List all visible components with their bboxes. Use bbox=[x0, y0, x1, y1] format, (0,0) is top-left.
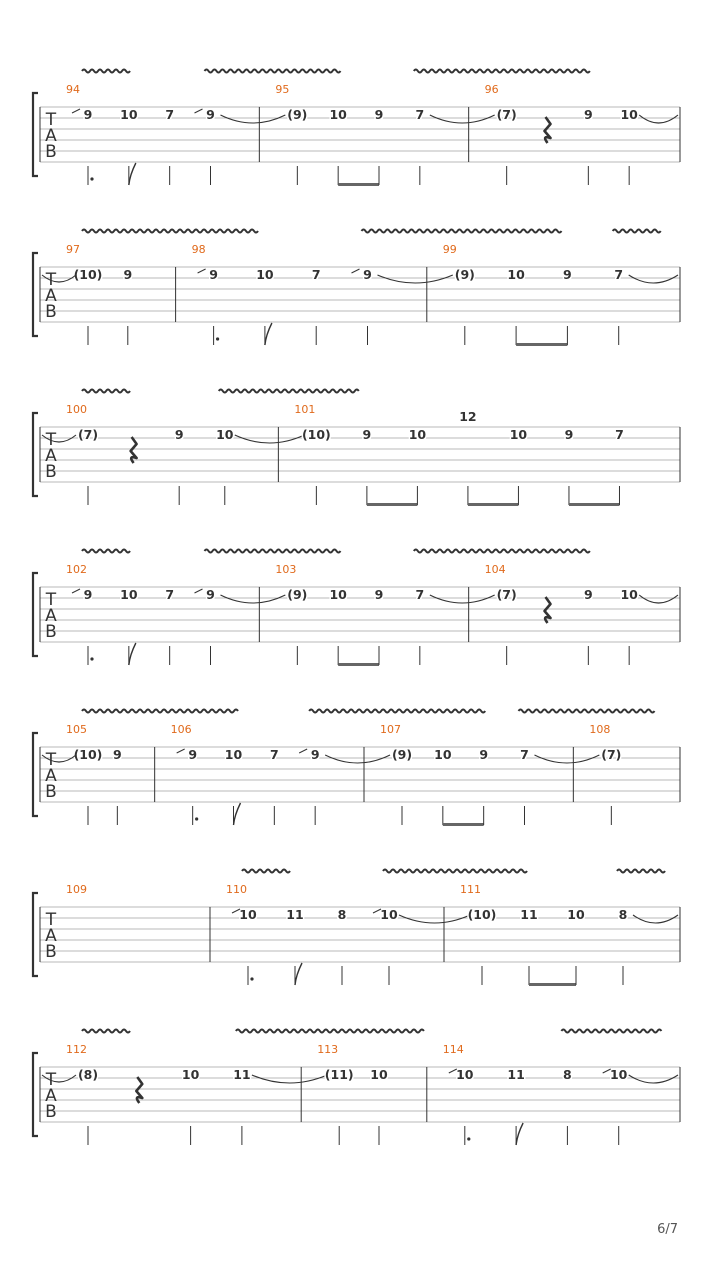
measure-number: 97 bbox=[66, 243, 80, 256]
fret-number: 7 bbox=[269, 747, 279, 762]
vibrato-icon bbox=[236, 1030, 424, 1033]
fret-number: 10 bbox=[380, 907, 398, 922]
tab-clef-letter: B bbox=[45, 1102, 57, 1122]
fret-number: 10 bbox=[609, 1067, 628, 1082]
dot-mark bbox=[250, 977, 253, 980]
measure-number: 112 bbox=[66, 1043, 87, 1056]
measure-number: 99 bbox=[442, 243, 457, 256]
note-beam bbox=[529, 983, 576, 986]
tab-clef-letter: A bbox=[45, 1086, 57, 1106]
note-beam bbox=[516, 343, 567, 346]
fret-number: 7 bbox=[415, 587, 425, 602]
fret-number: (9) bbox=[391, 747, 413, 762]
tie-arc bbox=[639, 115, 678, 123]
tab-clef-letter: A bbox=[45, 286, 57, 306]
note-flag bbox=[295, 963, 302, 985]
fret-number: 9 bbox=[123, 267, 133, 282]
note-beam bbox=[338, 663, 379, 666]
staff-brace-icon bbox=[33, 733, 38, 816]
measure-number: 114 bbox=[442, 1043, 464, 1056]
tab-clef-letter: B bbox=[45, 302, 57, 322]
measure-number: 104 bbox=[484, 563, 506, 576]
vibrato-icon bbox=[242, 870, 290, 873]
vibrato-icon bbox=[414, 70, 590, 73]
dot-mark bbox=[90, 177, 93, 180]
tab-clef-letter: T bbox=[45, 110, 57, 130]
tab-clef-letter: T bbox=[45, 430, 57, 450]
dot-mark bbox=[90, 657, 93, 660]
vibrato-icon bbox=[309, 710, 485, 713]
vibrato-icon bbox=[82, 390, 130, 393]
fret-number: 8 bbox=[618, 907, 628, 922]
fret-number: (9) bbox=[287, 107, 308, 122]
fret-number: 7 bbox=[520, 747, 529, 762]
tab-clef-letter: A bbox=[45, 606, 57, 626]
tab-clef-letter: A bbox=[45, 926, 57, 946]
slide-mark bbox=[195, 109, 203, 113]
vibrato-icon bbox=[414, 550, 590, 553]
measure-number: 102 bbox=[66, 563, 87, 576]
fret-number: 10 bbox=[224, 747, 243, 762]
fret-number: 9 bbox=[564, 427, 574, 442]
tie-arc bbox=[633, 915, 678, 923]
fret-number: 10 bbox=[120, 587, 138, 602]
tab-clef-letter: T bbox=[45, 910, 57, 930]
tab-clef-letter: B bbox=[45, 462, 57, 482]
vibrato-icon bbox=[82, 70, 130, 73]
slide-mark bbox=[72, 589, 80, 593]
staff-system bbox=[33, 710, 680, 827]
measure-number: 110 bbox=[226, 883, 247, 896]
fret-number: 7 bbox=[614, 267, 624, 282]
fret-number: 9 bbox=[206, 587, 215, 602]
tab-clef-letter: B bbox=[45, 622, 57, 642]
vibrato-icon bbox=[82, 1030, 130, 1033]
staff-brace-icon bbox=[33, 893, 38, 976]
measure-number: 96 bbox=[484, 83, 499, 96]
fret-number: 9 bbox=[206, 107, 215, 122]
vibrato-icon bbox=[519, 710, 655, 713]
slide-mark bbox=[299, 749, 307, 753]
fret-number: (10) bbox=[467, 907, 497, 922]
tie-arc bbox=[221, 115, 286, 123]
page-number: 6/7 bbox=[657, 1222, 678, 1237]
fret-number: 9 bbox=[583, 107, 593, 122]
fret-number: 9 bbox=[363, 267, 372, 282]
tie-arc bbox=[235, 435, 305, 443]
measure-number: 107 bbox=[380, 723, 401, 736]
fret-number: 9 bbox=[83, 587, 93, 602]
fret-number: 9 bbox=[583, 587, 593, 602]
fret-number: 10 bbox=[620, 587, 638, 602]
tie-arc bbox=[252, 1075, 327, 1083]
tab-clef-letter: T bbox=[45, 590, 57, 610]
staff-brace-icon bbox=[33, 93, 38, 176]
fret-number: (7) bbox=[496, 107, 517, 122]
slide-mark bbox=[352, 269, 360, 273]
vibrato-icon bbox=[219, 390, 359, 393]
note-flag bbox=[129, 643, 136, 665]
vibrato-icon bbox=[617, 870, 665, 873]
fret-number: 9 bbox=[479, 747, 489, 762]
fret-number: 7 bbox=[311, 267, 321, 282]
slide-mark bbox=[198, 269, 206, 273]
note-flag bbox=[516, 1123, 523, 1145]
measure-number: 101 bbox=[294, 403, 316, 416]
measure-number: 100 bbox=[66, 403, 87, 416]
fret-number: 9 bbox=[374, 107, 384, 122]
vibrato-icon bbox=[82, 230, 258, 233]
note-beam bbox=[338, 183, 379, 186]
fret-number: 9 bbox=[374, 587, 384, 602]
staff-brace-icon bbox=[33, 413, 38, 496]
fret-number: (10) bbox=[301, 427, 331, 442]
fret-number: 10 bbox=[120, 107, 138, 122]
quarter-rest-icon bbox=[136, 1077, 142, 1103]
fret-number: 9 bbox=[209, 267, 218, 282]
fret-number: (7) bbox=[77, 427, 99, 442]
fret-number: 9 bbox=[362, 427, 372, 442]
fret-number: 10 bbox=[408, 427, 427, 442]
staff-brace-icon bbox=[33, 1053, 38, 1136]
staff-system bbox=[33, 70, 680, 187]
tab-clef-letter: T bbox=[45, 270, 57, 290]
quarter-rest-icon bbox=[545, 597, 551, 623]
fret-number: 10 bbox=[256, 267, 274, 282]
tie-arc bbox=[535, 755, 600, 763]
fret-number: 10 bbox=[434, 747, 452, 762]
fret-number: (10) bbox=[73, 267, 103, 282]
vibrato-icon bbox=[205, 70, 341, 73]
fret-number: 11 bbox=[520, 907, 538, 922]
dot-mark bbox=[195, 817, 198, 820]
fret-number: 8 bbox=[337, 907, 347, 922]
note-beam bbox=[443, 823, 484, 826]
dot-mark bbox=[467, 1137, 470, 1140]
note-flag bbox=[234, 803, 241, 825]
tab-clef-letter: T bbox=[45, 750, 57, 770]
fret-number: (7) bbox=[496, 587, 517, 602]
fret-number: 9 bbox=[563, 267, 572, 282]
tie-arc bbox=[639, 595, 678, 603]
tab-clef-letter: A bbox=[45, 126, 57, 146]
measure-number: 98 bbox=[191, 243, 206, 256]
slide-mark bbox=[72, 109, 80, 113]
fret-number: 10 bbox=[509, 427, 528, 442]
tie-arc bbox=[430, 595, 495, 603]
tab-clef-letter: B bbox=[45, 782, 57, 802]
note-beam bbox=[367, 503, 418, 506]
fret-number: 10 bbox=[239, 907, 257, 922]
measure-number: 109 bbox=[66, 883, 87, 896]
tab-clef-letter: T bbox=[45, 1070, 57, 1090]
vibrato-icon bbox=[383, 870, 527, 873]
staff-brace-icon bbox=[33, 253, 38, 336]
fret-number: 12 bbox=[459, 409, 477, 424]
tie-arc bbox=[378, 275, 453, 283]
dot-mark bbox=[216, 337, 219, 340]
measure-number: 111 bbox=[460, 883, 481, 896]
fret-number: 10 bbox=[329, 107, 347, 122]
quarter-rest-icon bbox=[131, 437, 137, 463]
tab-clef-letter: A bbox=[45, 446, 57, 466]
tie-arc bbox=[629, 1075, 678, 1083]
fret-number: 9 bbox=[174, 427, 184, 442]
fret-number: (9) bbox=[454, 267, 475, 282]
staff-system bbox=[33, 550, 680, 667]
fret-number: 10 bbox=[456, 1067, 474, 1082]
measure-number: 95 bbox=[275, 83, 290, 96]
fret-number: 10 bbox=[507, 267, 525, 282]
staff-system bbox=[33, 230, 680, 347]
fret-number: 7 bbox=[615, 427, 624, 442]
measure-number: 105 bbox=[66, 723, 87, 736]
staff-system bbox=[33, 870, 680, 987]
fret-number: 11 bbox=[233, 1067, 251, 1082]
note-beam bbox=[569, 503, 620, 506]
slide-mark bbox=[177, 749, 185, 753]
fret-number: (8) bbox=[77, 1067, 99, 1082]
vibrato-icon bbox=[82, 710, 238, 713]
fret-number: 8 bbox=[563, 1067, 572, 1082]
fret-number: (7) bbox=[601, 747, 622, 762]
measure-number: 108 bbox=[589, 723, 611, 736]
tab-clef-letter: B bbox=[45, 942, 57, 962]
note-flag bbox=[129, 163, 136, 185]
tab-clef-letter: A bbox=[45, 766, 57, 786]
tie-arc bbox=[430, 115, 495, 123]
fret-number: 7 bbox=[415, 107, 425, 122]
measure-number: 106 bbox=[170, 723, 192, 736]
fret-number: 10 bbox=[181, 1067, 200, 1082]
fret-number: 7 bbox=[165, 107, 175, 122]
fret-number: 7 bbox=[165, 587, 175, 602]
fret-number: 11 bbox=[507, 1067, 525, 1082]
fret-number: (11) bbox=[324, 1067, 354, 1082]
vibrato-icon bbox=[613, 230, 661, 233]
fret-number: 10 bbox=[620, 107, 638, 122]
fret-number: (10) bbox=[73, 747, 103, 762]
vibrato-icon bbox=[561, 1030, 661, 1033]
note-beam bbox=[468, 503, 519, 506]
measure-number: 113 bbox=[317, 1043, 339, 1056]
staff-system bbox=[33, 1030, 680, 1146]
staff-system bbox=[33, 390, 680, 507]
fret-number: 9 bbox=[188, 747, 198, 762]
vibrato-icon bbox=[362, 230, 562, 233]
tie-arc bbox=[325, 755, 390, 763]
fret-number: 11 bbox=[286, 907, 304, 922]
vibrato-icon bbox=[82, 550, 130, 553]
fret-number: 10 bbox=[567, 907, 585, 922]
slide-mark bbox=[195, 589, 203, 593]
note-flag bbox=[265, 323, 272, 345]
fret-number: 10 bbox=[329, 587, 347, 602]
tie-arc bbox=[399, 915, 470, 923]
tie-arc bbox=[629, 275, 678, 283]
fret-number: 9 bbox=[83, 107, 93, 122]
tie-arc bbox=[221, 595, 286, 603]
staff-brace-icon bbox=[33, 573, 38, 656]
measure-number: 103 bbox=[275, 563, 297, 576]
vibrato-icon bbox=[205, 550, 341, 553]
fret-number: 9 bbox=[310, 747, 320, 762]
fret-number: 10 bbox=[370, 1067, 388, 1082]
fret-number: 9 bbox=[112, 747, 122, 762]
fret-number: 10 bbox=[216, 427, 234, 442]
fret-number: (9) bbox=[287, 587, 308, 602]
tab-clef-letter: B bbox=[45, 142, 57, 162]
quarter-rest-icon bbox=[545, 117, 551, 143]
measure-number: 94 bbox=[66, 83, 80, 96]
